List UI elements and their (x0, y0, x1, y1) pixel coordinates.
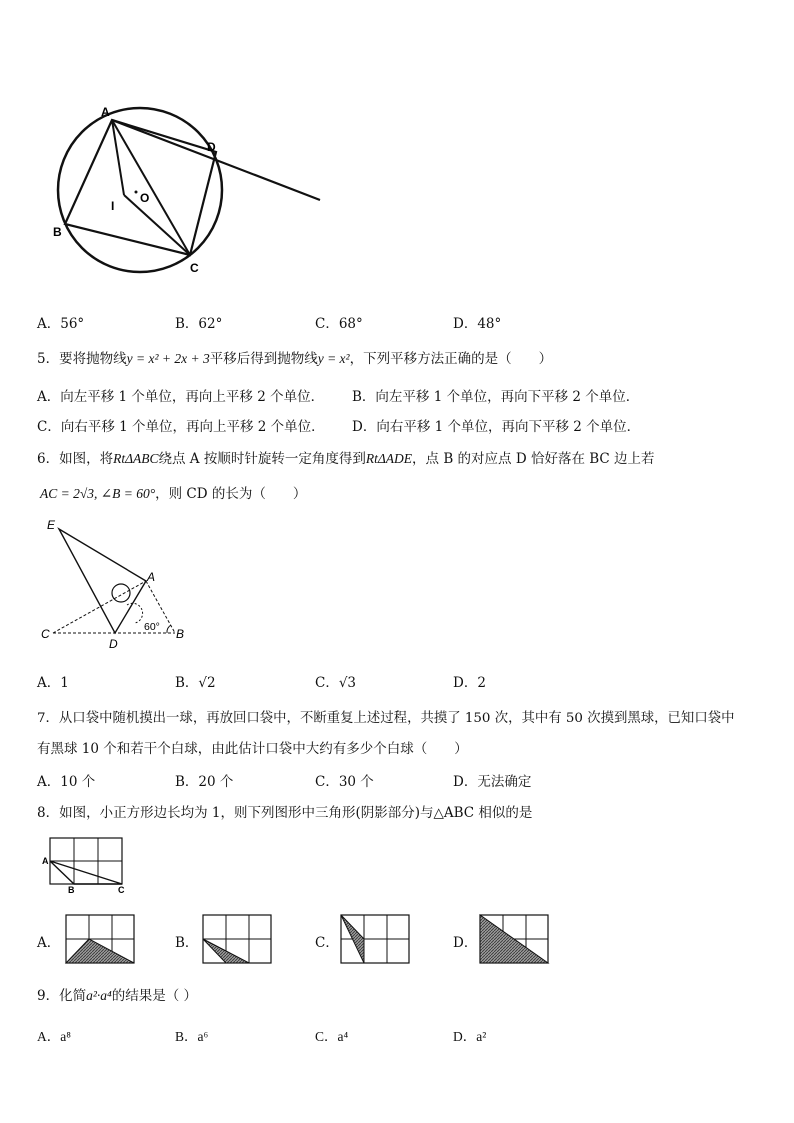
q8-option-c-figure[interactable] (337, 910, 413, 968)
q5-formula2: y = x² (317, 351, 350, 366)
q6-option-a[interactable]: A．1 (37, 675, 69, 691)
q5-formula1: y = x² + 2x + 3 (126, 351, 210, 366)
q6-rt2: RtΔADE (365, 451, 413, 466)
label-b: B (176, 627, 185, 641)
label-o: O (140, 191, 150, 205)
triangle-ade (59, 529, 146, 633)
q8-option-b-figure[interactable] (199, 910, 275, 968)
quadrilateral-abcd (65, 120, 216, 255)
label-b: B (53, 225, 62, 239)
q6-line1-a: 6．如图，将 (37, 451, 114, 467)
q5-option-a[interactable]: A．向左平移 1 个单位，再向上平移 2 个单位． (37, 389, 325, 405)
q9-option-a[interactable]: A．a⁸ (37, 1029, 71, 1044)
label-c: C (190, 261, 199, 275)
q7-stem-line2: 有黑球 10 个和若干个白球，由此估计口袋中大约有多少个白球（ ） (37, 741, 468, 757)
q8-option-c[interactable]: C． (315, 935, 339, 951)
circle-o (58, 108, 222, 272)
q6-rt1: RtΔABC (113, 451, 159, 466)
q6-option-b[interactable]: B．√2 (175, 675, 216, 691)
label-d: D (109, 637, 118, 651)
q6-condition: AC = 2√3, ∠B = 60° (40, 486, 156, 501)
shaded-triangle (66, 939, 134, 963)
q7-option-d[interactable]: D．无法确定 (453, 774, 532, 790)
label-a: A (101, 105, 110, 119)
q8-reference-grid (40, 835, 140, 895)
q9-expression: a²·a⁴ (86, 988, 112, 1003)
q6-line1-c: ，点 B 的对应点 D 恰好落在 BC 边上若 (412, 451, 655, 467)
q6-line2-b: ，则 CD 的长为（ ） (155, 486, 307, 502)
label-b: B (68, 885, 75, 895)
q5-prefix: 5．要将抛物线 (37, 351, 127, 367)
ray-ad (112, 120, 320, 200)
center-o-dot (135, 191, 138, 194)
q5-option-c[interactable]: C．向右平移 1 个单位，再向上平移 2 个单位． (37, 419, 325, 435)
q6-stem-line1 (37, 447, 655, 467)
q8-option-b[interactable]: B． (175, 935, 199, 951)
q8-option-a-figure[interactable] (62, 910, 138, 968)
q8-option-a[interactable]: A． (37, 935, 61, 951)
label-c: C (118, 885, 125, 895)
dashed-ca (53, 581, 146, 633)
q5-suffix: ，下列平移方法正确的是（ ） (349, 351, 553, 367)
q4-option-d[interactable]: D．48° (453, 316, 502, 332)
q7-option-b[interactable]: B．20 个 (175, 774, 234, 790)
label-i: I (111, 199, 115, 213)
q4-option-c[interactable]: C．68° (315, 316, 363, 332)
q6-line1-b: 绕点 A 按顺时针旋转一定角度得到 (158, 451, 366, 467)
label-a: A (147, 570, 156, 584)
q8-option-d-figure[interactable] (476, 910, 552, 968)
q5-stem (37, 347, 552, 367)
q9-option-d[interactable]: D．a² (453, 1029, 487, 1044)
q6-rotation-figure (35, 515, 195, 655)
rotation-arc (127, 603, 143, 623)
q9-stem (37, 984, 197, 1004)
q5-mid: 平移后得到抛物线 (209, 351, 318, 367)
q5-option-d[interactable]: D．向右平移 1 个单位，再向下平移 2 个单位． (352, 419, 641, 435)
q4-circle-figure (40, 100, 340, 285)
rotation-circle (112, 584, 130, 602)
q8-option-d[interactable]: D． (453, 935, 478, 951)
q7-option-c[interactable]: C．30 个 (315, 774, 374, 790)
angle-label: 60° (144, 621, 160, 633)
angle-b-arc (167, 625, 171, 633)
q7-stem-line1: 7．从口袋中随机摸出一球，再放回口袋中，不断重复上述过程，共摸了 150 次，其中有 50 次摸到黑球，已知口袋中 (37, 711, 735, 726)
q5-option-b[interactable]: B．向左平移 1 个单位，再向下平移 2 个单位． (352, 389, 640, 405)
label-d: D (207, 140, 216, 154)
q9-prefix: 9．化简 (37, 988, 87, 1004)
q6-stem-line2 (40, 482, 306, 502)
q7-option-a[interactable]: A．10 个 (37, 774, 96, 790)
q8-stem: 8．如图，小正方形边长均为 1，则下列图形中三角形(阴影部分)与△ABC 相似的是 (37, 805, 533, 821)
triangle-abc (50, 861, 122, 884)
q9-suffix: 的结果是（ ） (111, 988, 198, 1004)
q9-option-b[interactable]: B．a⁶ (175, 1029, 209, 1044)
q6-option-d[interactable]: D．2 (453, 675, 486, 691)
q4-option-b[interactable]: B．62° (175, 316, 223, 332)
label-c: C (41, 627, 50, 641)
label-a: A (42, 856, 49, 866)
q4-option-a[interactable]: A．56° (37, 316, 85, 332)
label-e: E (47, 518, 56, 532)
q9-option-c[interactable]: C．a⁴ (315, 1029, 349, 1044)
q6-option-c[interactable]: C．√3 (315, 675, 357, 691)
